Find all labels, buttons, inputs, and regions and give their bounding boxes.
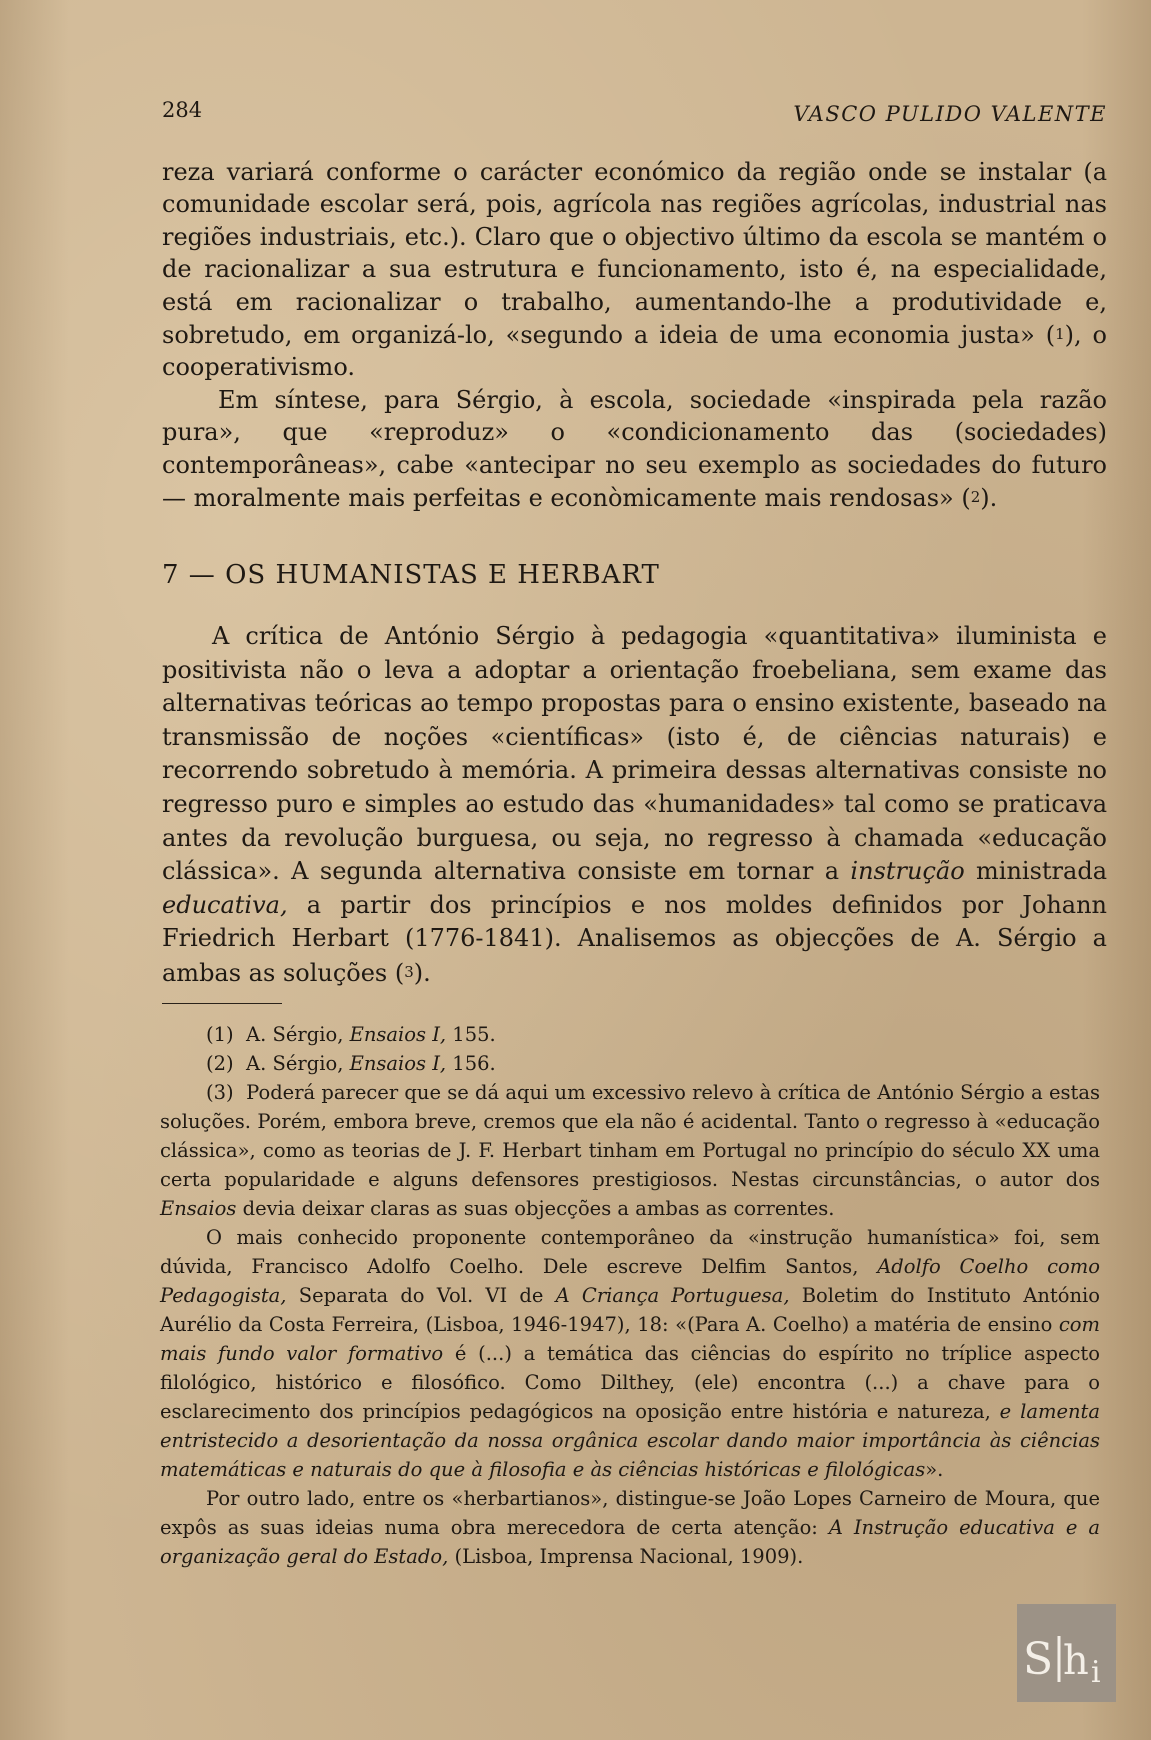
footnote-divider bbox=[162, 1003, 282, 1004]
section-heading: 7 — OS HUMANISTAS E HERBART bbox=[162, 560, 660, 590]
footnote-ref: 3 bbox=[404, 962, 414, 981]
paragraph: Em síntese, para Sérgio, à escola, sociedade «inspirada pela razão pura», que «reproduz» o «condicionamento das (sociedades) contemporâneas», cabe «antecipar no seu exemplo as sociedades do futuro — moralmente mais perfeitas e econòmicamente mais rendosas» (2). bbox=[162, 385, 1107, 513]
paragraph: A crítica de António Sérgio à pedagogia «quantitativa» iluminista e positivista não o leva a adoptar a orientação froebeliana, sem exame das alternativas teóricas ao tempo propostas para o ensino existente, baseado na transmissão de noções «científicas» (isto é, de ciências naturais) e recorrendo sobretudo à memória. A primeira dessas alternativas consiste no regresso puro e simples ao estudo das «humanidades» tal como se praticava antes da revolução burguesa, ou seja, no regresso à chamada «educação clássica». A segunda alternativa consiste em tornar a instrução ministrada educativa, a partir dos princípios e nos moldes definidos por Johann Friedrich Herbart (1776-1841). Analisemos as objecções de A. Sérgio a ambas as soluções (3). bbox=[162, 622, 1108, 987]
svg-text:i: i bbox=[1091, 1655, 1101, 1690]
section-text bbox=[162, 620, 1107, 991]
footnotes bbox=[160, 1020, 1100, 1571]
running-head: VASCO PULIDO VALENTE bbox=[793, 102, 1107, 126]
page-number: 284 bbox=[162, 98, 203, 122]
footnote-ref: 2 bbox=[970, 488, 981, 507]
paragraph: reza variará conforme o carácter económico da região onde se instalar (a comunidade escolar será, pois, agrícola nas regiões agrícolas, industrial nas regiões industriais, etc.). Claro que o objectivo último da escola se mantém o de racionalizar a sua estrutura e funcionamento, isto é, na especialidade, está em racionalizar o trabalho, aumentando-lhe a produtividade e, sobretudo, em organizá-lo, «segundo a ideia de uma economia justa» (1), o cooperativismo. bbox=[162, 158, 1108, 382]
footnote-3: (3) Poderá parecer que se dá aqui um excessivo relevo à crítica de António Sérgio a estas soluções. Porém, embora breve, cremos que ela não é acidental. Tanto o regresso à «educação clássica», como as teorias de J. F. Herbart tinham em Portugal no princípio do século XX uma certa popularidade e alguns defensores prestigiosos. Nestas circunstâncias, o autor dos Ensaios devia deixar claras as suas objecções a ambas as correntes. bbox=[160, 1081, 1100, 1220]
footnote-1: (1) A. Sérgio, Ensaios I, 155. bbox=[206, 1023, 496, 1046]
footnote-3-paragraph-3: Por outro lado, entre os «herbartianos», distingue-se João Lopes Carneiro de Moura, que expôs as suas ideias numa obra merecedora de certa atenção: A Instrução educativa e a organização geral do Estado, (Lisboa, Imprensa Nacional, 1909). bbox=[160, 1487, 1100, 1568]
body-text bbox=[162, 156, 1107, 514]
footnote-3-paragraph-2: O mais conhecido proponente contemporâneo da «instrução humanística» foi, sem dúvida, Francisco Adolfo Coelho. Dele escreve Delfim Santos, Adolfo Coelho como Pedagogista, Separata do Vol. VI de A Criança Portuguesa, Boletim do Instituto António Aurélio da Costa Ferreira, (Lisboa, 1946-1947), 18: «(Para A. Coelho) a matéria de ensino com mais fundo valor formativo é (...) a temática das ciências do espírito no tríplice aspecto filológico, histórico e filosófico. Como Dilthey, (ele) encontra (...) a chave para o esclarecimento dos princípios pedagógicos na oposição entre história e natureza, e lamenta entristecido a desorientação da nossa orgânica escolar dando maior importância às ciências matemáticas e naturais do que à filosofia e às ciências históricas e filológicas». bbox=[160, 1226, 1101, 1481]
page-header bbox=[162, 98, 1107, 134]
svg-text:S: S bbox=[1023, 1634, 1054, 1685]
footnote-ref: 1 bbox=[1055, 325, 1065, 344]
slhi-logo-mark bbox=[1017, 1604, 1116, 1702]
footnote-2: (2) A. Sérgio, Ensaios I, 156. bbox=[206, 1052, 496, 1075]
svg-text:h: h bbox=[1063, 1638, 1089, 1684]
slhi-logo bbox=[1017, 1604, 1116, 1702]
